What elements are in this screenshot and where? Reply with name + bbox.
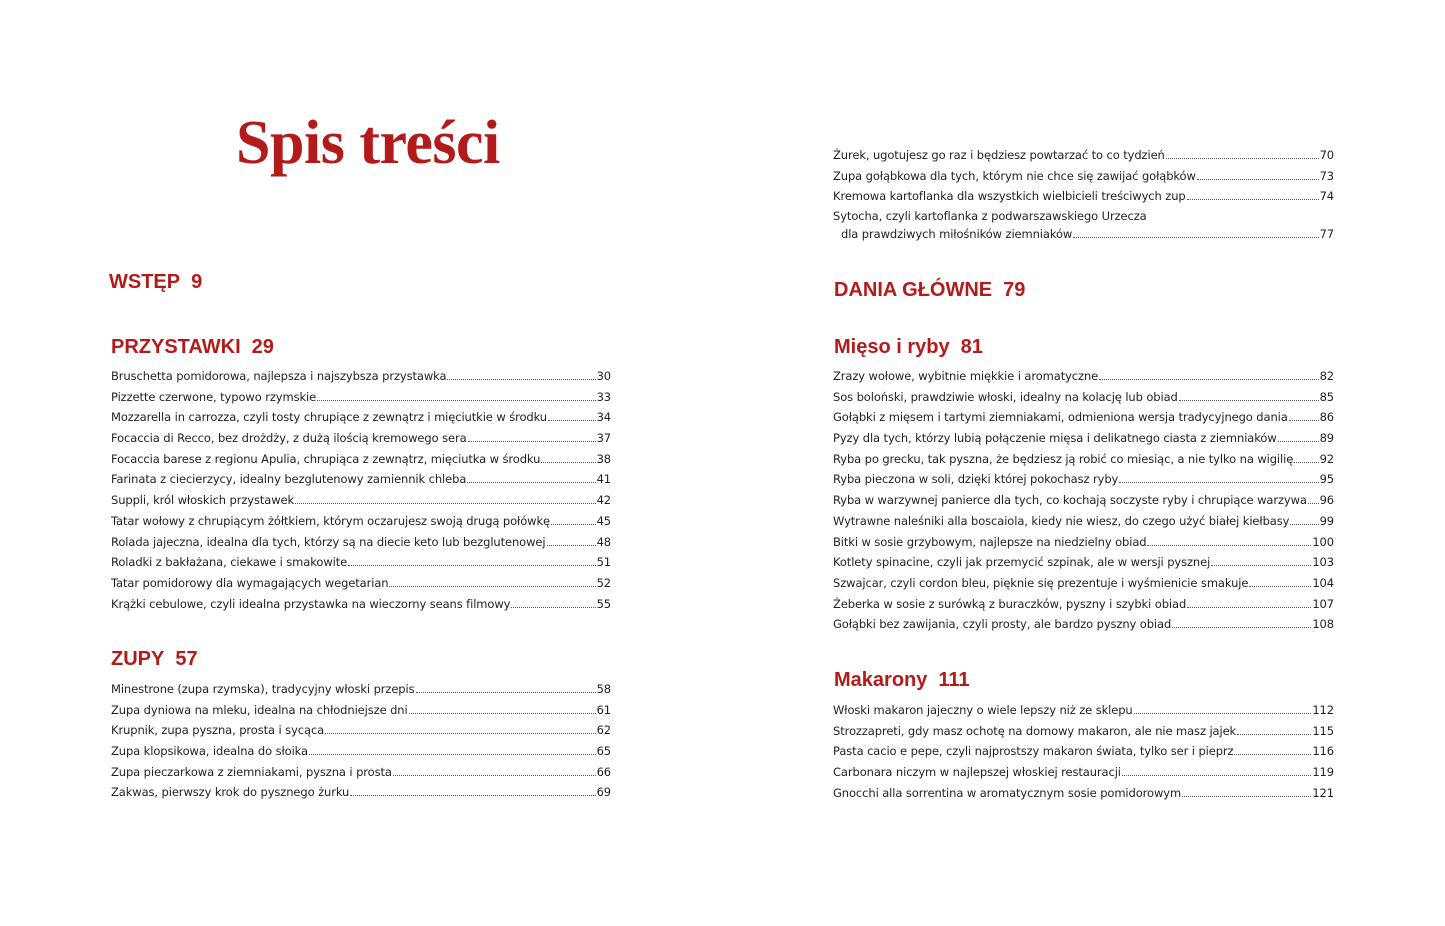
section-page: 81 xyxy=(960,336,983,358)
toc-entry-page: 55 xyxy=(596,596,611,611)
toc-entry[interactable] xyxy=(111,720,611,741)
dot-leader xyxy=(1182,796,1311,797)
toc-entry-page: 121 xyxy=(1312,785,1334,800)
toc-entry-page: 33 xyxy=(596,389,611,404)
toc-entry[interactable] xyxy=(111,469,611,490)
dot-leader xyxy=(1073,237,1318,238)
toc-entry-title: Focaccia di Recco, bez drożdży, z dużą ilością kremowego sera xyxy=(111,431,467,446)
toc-entry-page: 70 xyxy=(1319,148,1334,162)
toc-entry[interactable] xyxy=(111,449,611,470)
toc-entry-title: Tatar pomidorowy dla wymagających wegetarian xyxy=(111,575,389,590)
toc-entry-page: 112 xyxy=(1312,703,1334,717)
dot-leader xyxy=(1308,503,1319,504)
toc-entry-page: 85 xyxy=(1319,389,1334,404)
dot-leader xyxy=(511,607,595,608)
toc-entry-page: 103 xyxy=(1312,555,1334,570)
section-heading-makarony[interactable] xyxy=(834,670,970,690)
dot-leader xyxy=(551,524,596,525)
toc-entry-page: 65 xyxy=(596,744,611,759)
dot-leader xyxy=(1278,441,1319,442)
dot-leader xyxy=(1211,565,1311,566)
toc-entry[interactable] xyxy=(111,700,611,721)
toc-entry-title: Focaccia barese z regionu Apulia, chrupiąca z zewnątrz, mięciutka w środku xyxy=(111,451,541,466)
toc-entry-page: 30 xyxy=(596,369,611,383)
section-heading-dania-glowne[interactable] xyxy=(834,280,1025,300)
toc-entry-page: 99 xyxy=(1319,513,1334,528)
section-title: DANIA GŁÓWNE xyxy=(834,279,993,301)
toc-list-makarony xyxy=(833,700,1334,803)
toc-entry-title: Żeberka w sosie z surówką z buraczków, pyszny i szybki obiad xyxy=(833,596,1187,611)
toc-entry-title: Zrazy wołowe, wybitnie miękkie i aromatyczne xyxy=(833,369,1099,383)
toc-entry-title: Bruschetta pomidorowa, najlepsza i najszybsza przystawka xyxy=(111,369,447,383)
toc-entry-page: 48 xyxy=(596,534,611,549)
dot-leader xyxy=(447,379,595,380)
dot-leader xyxy=(1289,420,1319,421)
toc-entry[interactable] xyxy=(111,679,611,700)
dot-leader xyxy=(1179,400,1319,401)
section-heading-przystawki[interactable] xyxy=(111,337,274,357)
toc-entry[interactable] xyxy=(111,594,611,615)
toc-entry-page: 92 xyxy=(1319,451,1334,466)
toc-entry-title: Rolada jajeczna, idealna dla tych, którzy są na diecie keto lub bezglutenowej xyxy=(111,534,546,549)
toc-entry[interactable] xyxy=(111,762,611,783)
toc-entry[interactable] xyxy=(111,366,611,387)
toc-entry[interactable] xyxy=(111,741,611,762)
toc-entry-page: 62 xyxy=(596,723,611,738)
toc-entry[interactable] xyxy=(833,573,1334,594)
page-title: Spis treści xyxy=(236,109,500,177)
toc-entry-page: 52 xyxy=(596,575,611,590)
toc-entry[interactable] xyxy=(111,782,611,803)
toc-entry-page: 38 xyxy=(596,451,611,466)
toc-entry-title: Żurek, ugotujesz go raz i będziesz powtarzać to co tydzień xyxy=(833,148,1165,162)
toc-entry-title: Bitki w sosie grzybowym, najlepsze na niedzielny obiad xyxy=(833,534,1147,549)
toc-entry-page: 77 xyxy=(1319,226,1334,241)
toc-list-zupy xyxy=(111,679,611,803)
dot-leader xyxy=(468,441,596,442)
toc-entry[interactable] xyxy=(111,490,611,511)
toc-entry[interactable] xyxy=(111,407,611,428)
toc-entry[interactable] xyxy=(833,387,1334,408)
section-page: 111 xyxy=(938,669,970,691)
toc-entry[interactable] xyxy=(833,594,1334,615)
toc-entry[interactable] xyxy=(111,511,611,532)
toc-entry-title-line1: Sytocha, czyli kartoflanka z podwarszawskiego Urzecza xyxy=(833,209,1147,223)
toc-entry[interactable] xyxy=(111,532,611,553)
toc-entry[interactable] xyxy=(111,573,611,594)
toc-entry-title: Zupa pieczarkowa z ziemniakami, pyszna i prosta xyxy=(111,764,392,779)
toc-entry[interactable] xyxy=(833,469,1334,490)
dot-leader xyxy=(350,795,595,796)
section-title: WSTĘP xyxy=(109,271,181,293)
toc-entry[interactable] xyxy=(833,407,1334,428)
dot-leader xyxy=(1166,158,1319,159)
dot-leader xyxy=(389,586,595,587)
toc-entry-page: 95 xyxy=(1319,472,1334,487)
toc-entry-title: Minestrone (zupa rzymska), tradycyjny włoski przepis xyxy=(111,682,415,696)
section-heading-mieso-i-ryby[interactable] xyxy=(834,337,983,357)
toc-entry-page: 89 xyxy=(1319,431,1334,446)
toc-entry-page: 69 xyxy=(596,785,611,800)
dot-leader xyxy=(309,754,596,755)
toc-entry-page: 51 xyxy=(596,555,611,570)
toc-entry[interactable] xyxy=(111,552,611,573)
toc-entry-title: Włoski makaron jajeczny o wiele lepszy niż ze sklepu xyxy=(833,703,1133,717)
dot-leader xyxy=(295,503,595,504)
toc-entry[interactable] xyxy=(833,700,1334,721)
section-heading-zupy[interactable] xyxy=(111,649,198,669)
toc-entry[interactable] xyxy=(833,614,1334,635)
section-page: 57 xyxy=(175,648,198,670)
toc-entry-title-line2: dla prawdziwych miłośników ziemniaków xyxy=(841,226,1073,241)
section-page: 29 xyxy=(251,336,274,358)
toc-entry-page: 116 xyxy=(1312,744,1334,759)
toc-entry[interactable] xyxy=(833,490,1334,511)
toc-entry-page: 107 xyxy=(1312,596,1334,611)
dot-leader xyxy=(393,775,596,776)
dot-leader xyxy=(1197,179,1319,180)
section-heading-wstep[interactable] xyxy=(109,272,202,292)
toc-entry-title: Kremowa kartoflanka dla wszystkich wielbicieli treściwych zup xyxy=(833,189,1186,204)
toc-entry[interactable] xyxy=(833,511,1334,532)
toc-entry[interactable] xyxy=(833,208,1334,243)
dot-leader xyxy=(1237,734,1311,735)
dot-leader xyxy=(1249,586,1311,587)
dot-leader xyxy=(1134,713,1312,714)
toc-entry-page: 108 xyxy=(1312,617,1334,632)
toc-entry-title: Zupa dyniowa na mleku, idealna na chłodniejsze dni xyxy=(111,702,408,717)
dot-leader xyxy=(1294,462,1318,463)
toc-entry-title: Wytrawne naleśniki alla boscaiola, kiedy nie wiesz, do czego użyć białej kiełbasy xyxy=(833,513,1290,528)
toc-entry-title: Pizzette czerwone, typowo rzymskie xyxy=(111,389,317,404)
section-title: ZUPY xyxy=(111,648,165,670)
toc-entry-title: Farinata z ciecierzycy, idealny bezglutenowy zamiennik chleba xyxy=(111,472,467,487)
dot-leader xyxy=(416,692,596,693)
toc-entry-title: Tatar wołowy z chrupiącym żółtkiem, którym oczarujesz swoją drugą połówkę xyxy=(111,513,550,528)
toc-entry[interactable] xyxy=(833,552,1334,573)
toc-entry-page: 34 xyxy=(596,410,611,425)
toc-entry-page: 58 xyxy=(596,682,611,696)
toc-entry[interactable] xyxy=(833,145,1334,166)
toc-entry-title: Sos boloński, prawdziwie włoski, idealny na kolację lub obiad xyxy=(833,389,1178,404)
dot-leader xyxy=(1147,545,1311,546)
dot-leader xyxy=(1172,627,1311,628)
toc-entry-page: 45 xyxy=(596,513,611,528)
toc-entry-title: Suppli, król włoskich przystawek xyxy=(111,493,295,508)
toc-entry-page: 73 xyxy=(1319,168,1334,183)
toc-entry[interactable] xyxy=(833,186,1334,207)
section-title: Mięso i ryby xyxy=(834,336,950,358)
toc-entry-title: Krupnik, zupa pyszna, prosta i sycąca xyxy=(111,723,325,738)
dot-leader xyxy=(1290,524,1318,525)
toc-entry-page: 41 xyxy=(596,472,611,487)
toc-entry[interactable] xyxy=(111,387,611,408)
toc-list-zupy-continued-last xyxy=(833,208,1334,243)
toc-list-mieso-i-ryby xyxy=(833,366,1334,635)
dot-leader xyxy=(547,545,596,546)
dot-leader xyxy=(1122,775,1311,776)
toc-entry-title: Pyzy dla tych, którzy lubią połączenie mięsa i delikatnego ciasta z ziemniaków xyxy=(833,431,1277,446)
toc-entry-page: 37 xyxy=(596,431,611,446)
toc-entry-title: Roladki z bakłażana, ciekawe i smakowite xyxy=(111,555,348,570)
toc-entry-title: Krążki cebulowe, czyli idealna przystawka na wieczorny seans filmowy xyxy=(111,596,511,611)
toc-entry-title: Gołąbki bez zawijania, czyli prosty, ale bardzo pyszny obiad xyxy=(833,617,1172,632)
toc-entry-title: Gnocchi alla sorrentina w aromatycznym sosie pomidorowym xyxy=(833,785,1182,800)
toc-entry-title: Pasta cacio e pepe, czyli najprostszy makaron świata, tylko ser i pieprz xyxy=(833,744,1234,759)
toc-entry-title: Carbonara niczym w najlepszej włoskiej restauracji xyxy=(833,765,1121,780)
dot-leader xyxy=(1119,482,1318,483)
toc-entry[interactable] xyxy=(833,741,1334,762)
section-title: PRZYSTAWKI xyxy=(111,336,241,358)
toc-entry-title: Ryba po grecku, tak pyszna, że będziesz ją robić co miesiąc, a nie tylko na wigilię xyxy=(833,451,1294,466)
toc-entry-page: 86 xyxy=(1319,410,1334,425)
dot-leader xyxy=(325,733,595,734)
toc-entry-page: 104 xyxy=(1312,575,1334,590)
toc-entry-title: Gołąbki z mięsem i tartymi ziemniakami, odmieniona wersja tradycyjnego dania xyxy=(833,410,1288,425)
toc-entry-title: Zupa gołąbkowa dla tych, którym nie chce się zawijać gołąbków xyxy=(833,168,1196,183)
toc-list-przystawki xyxy=(111,366,611,614)
dot-leader xyxy=(1187,607,1311,608)
toc-entry-page: 100 xyxy=(1312,534,1334,549)
dot-leader xyxy=(1187,199,1319,200)
toc-entry-page: 82 xyxy=(1319,369,1334,383)
toc-entry[interactable] xyxy=(833,449,1334,470)
toc-entry-title: Strozzapreti, gdy masz ochotę na domowy makaron, ale nie masz jajek xyxy=(833,723,1237,738)
toc-entry[interactable] xyxy=(833,532,1334,553)
toc-entry[interactable] xyxy=(833,366,1334,387)
dot-leader xyxy=(1099,379,1318,380)
toc-list-zupy-continued xyxy=(833,145,1334,207)
dot-leader xyxy=(467,482,595,483)
section-page: 79 xyxy=(1003,279,1026,301)
toc-entry-page: 42 xyxy=(596,493,611,508)
toc-entry-page: 61 xyxy=(596,702,611,717)
toc-entry-title: Zakwas, pierwszy krok do pysznego żurku xyxy=(111,785,350,800)
section-title: Makarony xyxy=(834,669,928,691)
dot-leader xyxy=(317,400,595,401)
toc-entry-page: 66 xyxy=(596,764,611,779)
toc-entry[interactable] xyxy=(833,783,1334,804)
toc-entry[interactable] xyxy=(833,762,1334,783)
dot-leader xyxy=(1234,754,1311,755)
dot-leader xyxy=(548,420,596,421)
toc-entry-title: Zupa klopsikowa, idealna do słoika xyxy=(111,744,308,759)
dot-leader xyxy=(348,565,595,566)
toc-entry-title: Ryba pieczona w soli, dzięki której pokochasz ryby xyxy=(833,472,1119,487)
toc-entry-title: Mozzarella in carrozza, czyli tosty chrupiące z zewnątrz i mięciutkie w środku xyxy=(111,410,547,425)
toc-entry-title: Szwajcar, czyli cordon bleu, pięknie się prezentuje i wyśmienicie smakuje xyxy=(833,575,1249,590)
toc-entry-title: Kotlety spinacine, czyli jak przemycić szpinak, ale w wersji pysznej xyxy=(833,555,1211,570)
toc-entry-page: 115 xyxy=(1312,723,1334,738)
section-page: 9 xyxy=(191,271,203,293)
toc-entry[interactable] xyxy=(111,428,611,449)
toc-entry-page: 119 xyxy=(1312,765,1334,780)
toc-entry-title: Ryba w warzywnej panierce dla tych, co kochają soczyste ryby i chrupiące warzywa xyxy=(833,493,1307,508)
toc-entry[interactable] xyxy=(833,721,1334,742)
toc-entry-page: 96 xyxy=(1319,493,1334,508)
dot-leader xyxy=(409,713,596,714)
toc-entry[interactable] xyxy=(833,428,1334,449)
dot-leader xyxy=(541,462,595,463)
toc-entry[interactable] xyxy=(833,166,1334,187)
toc-entry-page: 74 xyxy=(1319,189,1334,204)
